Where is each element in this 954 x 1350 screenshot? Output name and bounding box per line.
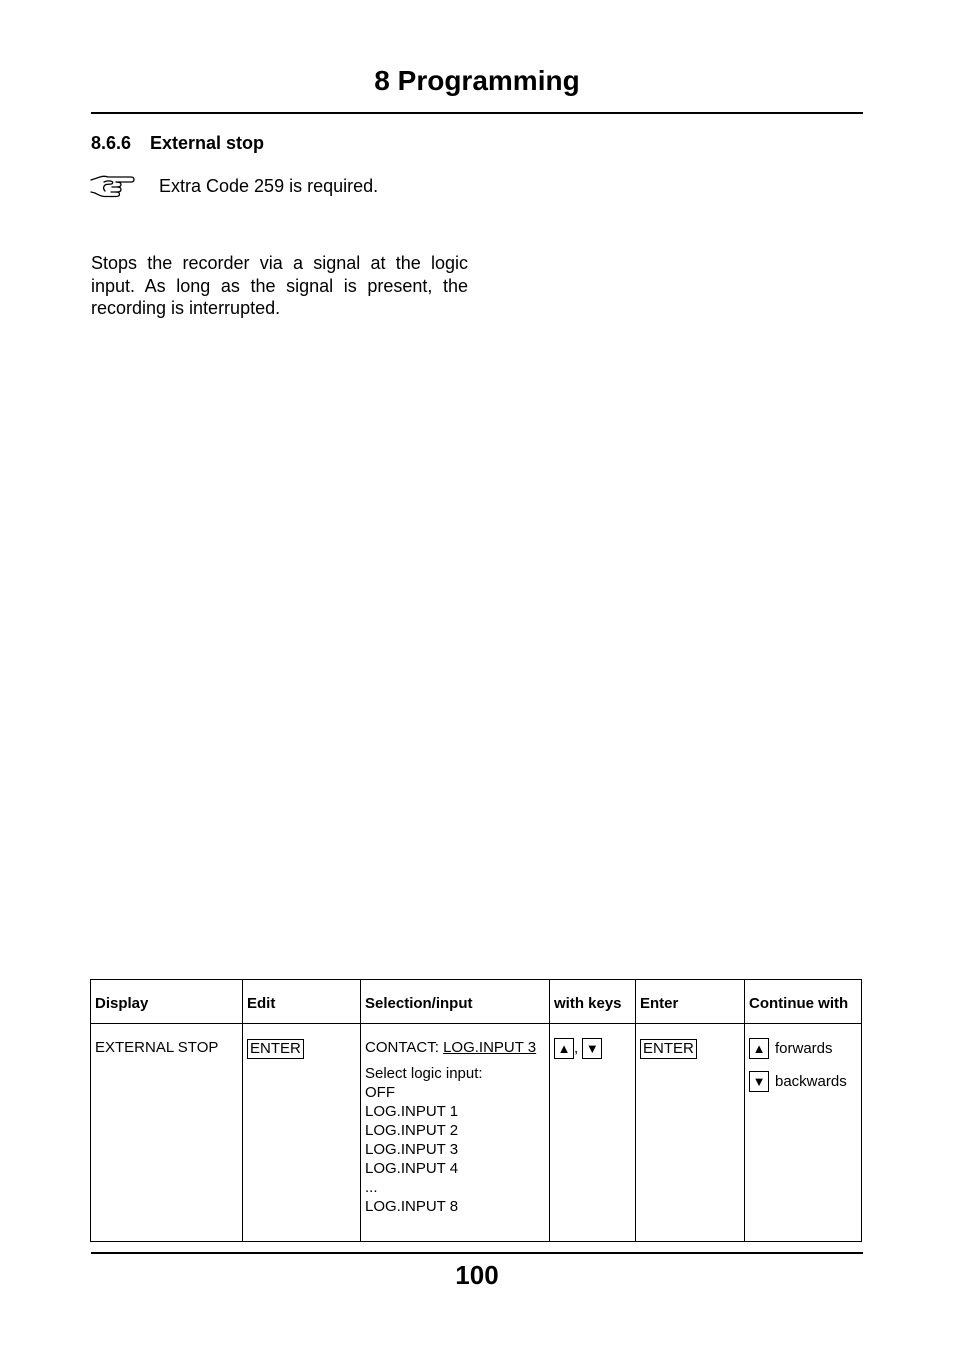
- option-list-item: LOG.INPUT 2: [365, 1122, 459, 1139]
- body-paragraph: Stops the recorder via a signal at the logic input. As long as the signal is present, the recording is interrupted.: [91, 253, 468, 318]
- option-list-item: LOG.INPUT 1: [365, 1103, 459, 1120]
- contact-line: [365, 1038, 545, 1057]
- header-continue: Continue with: [745, 980, 862, 1024]
- continue-cell: [745, 1024, 862, 1242]
- header-selection: Selection/input: [361, 980, 550, 1024]
- forwards-row: [749, 1038, 857, 1059]
- section-title: External stop: [150, 133, 265, 153]
- header-edit: Edit: [243, 980, 361, 1024]
- backwards-label: backwards: [775, 1073, 847, 1090]
- programming-table: [90, 979, 862, 1242]
- enter-key: ENTER: [247, 1039, 304, 1059]
- option-list-item: OFF: [365, 1084, 395, 1101]
- note-text: Extra Code 259 is required.: [159, 176, 379, 196]
- header-divider: [91, 112, 863, 114]
- option-list-item: LOG.INPUT 4: [365, 1160, 459, 1177]
- option-list-item: ...: [365, 1179, 378, 1196]
- footer-divider: [91, 1252, 863, 1254]
- table-header-row: [91, 980, 862, 1024]
- edit-cell: [243, 1024, 361, 1242]
- select-label: Select logic input:: [365, 1065, 483, 1082]
- up-arrow-key-icon: ▲: [554, 1038, 574, 1059]
- forwards-label: forwards: [775, 1040, 833, 1057]
- keys-cell: [550, 1024, 636, 1242]
- section-heading: [91, 131, 264, 155]
- header-enter: Enter: [636, 980, 745, 1024]
- keys-separator: ,: [574, 1039, 579, 1057]
- down-arrow-key-icon: ▼: [582, 1038, 602, 1059]
- table-row: [91, 1024, 862, 1242]
- display-cell: EXTERNAL STOP: [91, 1024, 243, 1242]
- down-arrow-key-icon: ▼: [749, 1071, 769, 1092]
- backwards-row: [749, 1071, 857, 1092]
- contact-label: CONTACT:: [365, 1039, 439, 1056]
- selection-cell: [361, 1024, 550, 1242]
- header-display: Display: [91, 980, 243, 1024]
- page-number: 100: [455, 1260, 499, 1290]
- option-list-item: LOG.INPUT 3: [365, 1141, 459, 1158]
- up-arrow-key-icon: ▲: [749, 1038, 769, 1059]
- section-number: 8.6.6: [91, 133, 132, 153]
- header-keys: with keys: [550, 980, 636, 1024]
- enter-cell: [636, 1024, 745, 1242]
- option-list-item: LOG.INPUT 8: [365, 1198, 459, 1215]
- enter-key: ENTER: [640, 1039, 697, 1059]
- chapter-title: 8 Programming: [374, 65, 580, 96]
- contact-value: LOG.INPUT 3: [443, 1039, 537, 1056]
- pointing-hand-icon: [89, 172, 135, 198]
